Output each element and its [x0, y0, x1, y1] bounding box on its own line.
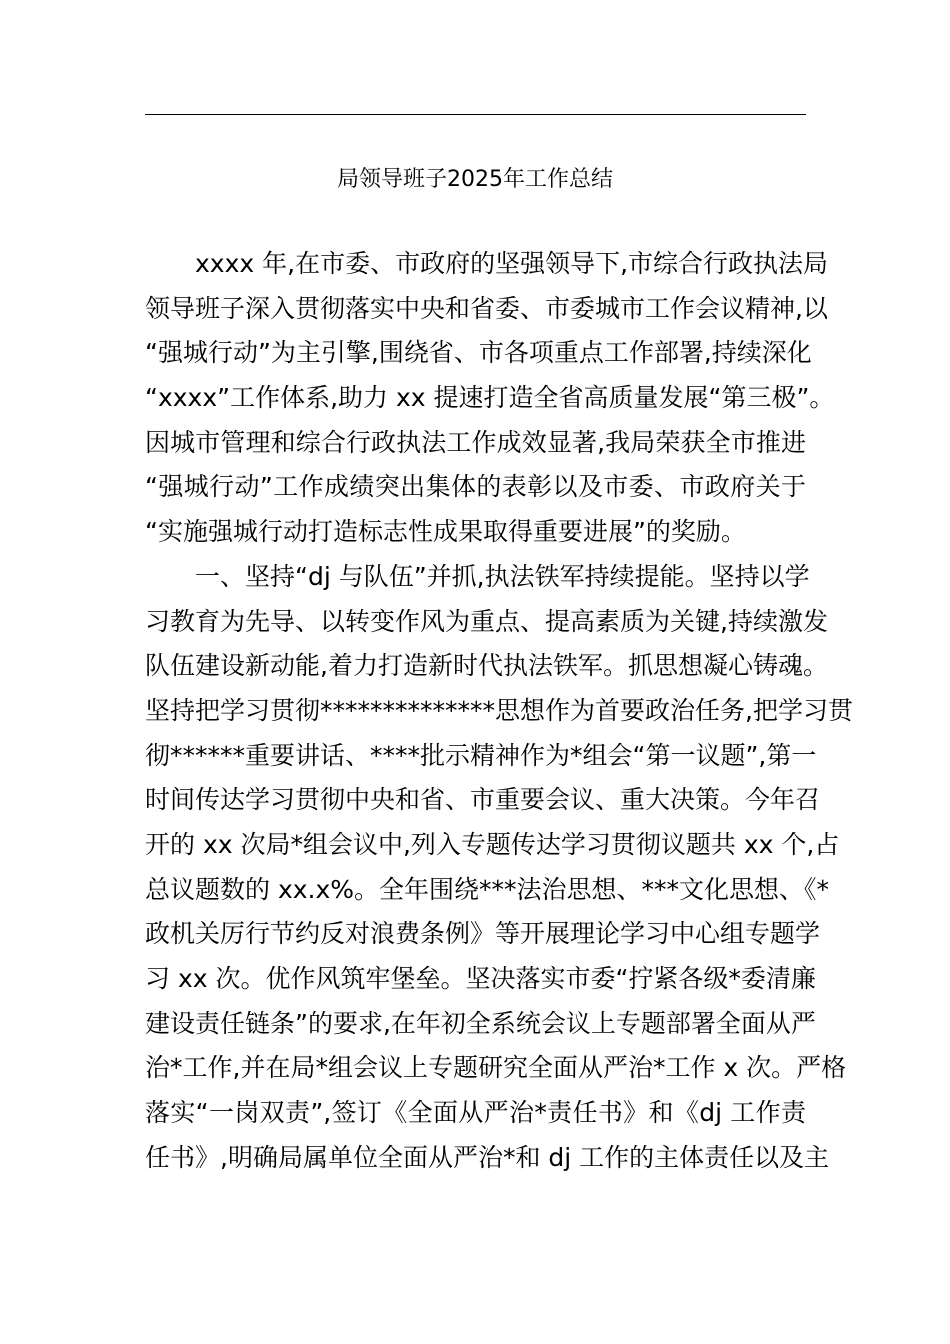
paragraph-line: xxxx 年,在市委、市政府的坚强领导下,市综合行政执法局 [195, 249, 829, 278]
paragraph-line: 习 xx 次。优作风筑牢堡垒。坚决落实市委“拧紧各级*委清廉 [145, 964, 816, 993]
paragraph-line: 治*工作,并在局*组会议上专题研究全面从严治*工作 x 次。严格 [145, 1053, 847, 1083]
document-title: 局领导班子2025年工作总结 [337, 167, 613, 192]
paragraph-line: 时间传达学习贯彻中央和省、市重要会议、重大决策。今年召 [145, 785, 821, 815]
paragraph-line: “强城行动”为主引擎,围绕省、市各项重点工作部署,持续深化 [145, 338, 812, 368]
paragraph-line: 任书》,明确局属单位全面从严治*和 dj 工作的主体责任以及主 [145, 1142, 830, 1172]
paragraph-line: 政机关厉行节约反对浪费条例》等开展理论学习中心组专题学 [145, 919, 821, 949]
paragraph-line: “实施强城行动打造标志性成果取得重要进展”的奖励。 [145, 517, 746, 547]
paragraph-line: 开的 xx 次局*组会议中,列入专题传达学习贯彻议题共 xx 个,占 [145, 829, 840, 859]
paragraph-line: 一、坚持“dj 与队伍”并抓,执法铁军持续提能。坚持以学 [195, 561, 810, 591]
paragraph-line: 习教育为先导、以转变作风为重点、提高素质为关键,持续激发 [145, 606, 828, 636]
paragraph-line: 坚持把学习贯彻**************思想作为首要政治任务,把学习贯 [145, 695, 853, 725]
paragraph-line: 因城市管理和综合行政执法工作成效显著,我局荣获全市推进 [145, 427, 806, 457]
document-body [145, 242, 853, 1180]
paragraph-line: 建设责任链条”的要求,在年初全系统会议上专题部署全面从严 [145, 1008, 816, 1038]
paragraph-line: “xxxx”工作体系,助力 xx 提速打造全省高质量发展“第三极”。 [145, 383, 835, 413]
paragraph-line: 总议题数的 xx.x%。全年围绕***法治思想、***文化思想、《* [145, 874, 830, 904]
paragraph-line: 彻******重要讲话、****批示精神作为*组会“第一议题”,第一 [145, 740, 817, 770]
paragraph-line: 队伍建设新动能,着力打造新时代执法铁军。抓思想凝心铸魂。 [145, 651, 828, 681]
paragraph-line: 领导班子深入贯彻落实中央和省委、市委城市工作会议精神,以 [145, 293, 828, 323]
header-rule [145, 114, 806, 115]
paragraph-line: 落实“一岗双责”,签订《全面从严治*责任书》和《dj 工作责 [145, 1098, 806, 1128]
paragraph-line: “强城行动”工作成绩突出集体的表彰以及市委、市政府关于 [145, 472, 806, 502]
